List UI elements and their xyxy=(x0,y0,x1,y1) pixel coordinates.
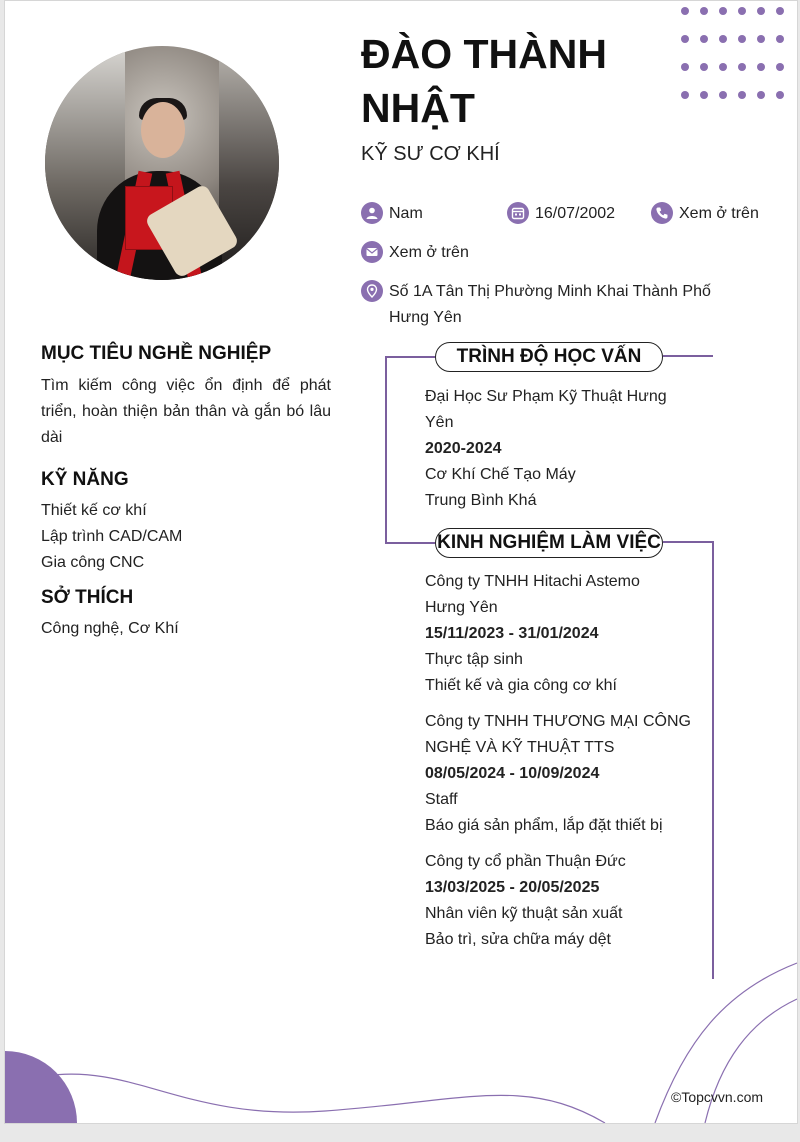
connector-line xyxy=(385,356,435,358)
connector-line xyxy=(385,356,387,543)
dot xyxy=(719,35,727,43)
calendar-icon xyxy=(507,202,529,224)
decorative-dots xyxy=(681,3,791,103)
email-value: Xem ở trên xyxy=(389,244,469,261)
birthday-value: 16/07/2002 xyxy=(535,205,616,222)
objective-text: Tìm kiếm công việc ổn định để phát triển, hoàn thiện bản thân và gắn bó lâu dài xyxy=(41,377,331,446)
dot xyxy=(757,35,765,43)
dot xyxy=(700,7,708,15)
person-icon xyxy=(361,202,383,224)
dot xyxy=(776,91,784,99)
job-company: Công ty TNHH THƯƠNG MẠI CÔNG NGHỆ VÀ KỸ THUẬT TTS xyxy=(425,713,691,756)
cv-page xyxy=(4,0,798,1124)
job-period: 13/03/2025 - 20/05/2025 xyxy=(425,879,600,896)
dot xyxy=(681,35,689,43)
dot xyxy=(757,63,765,71)
footer-credit: ©Topcvvn.com xyxy=(671,1089,764,1105)
dot xyxy=(776,35,784,43)
phone-value: Xem ở trên xyxy=(679,205,759,222)
address-value: Số 1A Tân Thị Phường Minh Khai Thành Phố Hưng Yên xyxy=(389,283,711,326)
dot xyxy=(776,63,784,71)
address-info xyxy=(361,279,751,331)
full-name: ĐÀO THÀNH NHẬT xyxy=(361,31,607,131)
connector-line xyxy=(663,355,713,357)
dot xyxy=(757,7,765,15)
education-title: TRÌNH ĐỘ HỌC VẤN xyxy=(435,342,663,372)
hobbies-text: Công nghệ, Cơ Khí xyxy=(41,620,179,637)
objective-title: MỤC TIÊU NGHỀ NGHIỆP xyxy=(41,343,272,364)
dot xyxy=(719,7,727,15)
dot xyxy=(719,63,727,71)
dot xyxy=(719,91,727,99)
dot xyxy=(700,63,708,71)
job-position: Staff xyxy=(425,791,458,808)
dot xyxy=(757,91,765,99)
dot xyxy=(681,7,689,15)
job-description: Báo giá sản phẩm, lắp đặt thiết bị xyxy=(425,817,663,834)
experience-title: KINH NGHIỆM LÀM VIỆC xyxy=(435,528,663,558)
skill-item: Lập trình CAD/CAM xyxy=(41,528,183,545)
job-position: Thực tập sinh xyxy=(425,651,523,668)
profile-photo xyxy=(45,46,279,280)
gender-info xyxy=(361,201,423,227)
job-description: Thiết kế và gia công cơ khí xyxy=(425,677,617,694)
birthday-info xyxy=(507,201,615,227)
job-position: Nhân viên kỹ thuật sản xuất xyxy=(425,905,623,922)
dot xyxy=(738,91,746,99)
education-period: 2020-2024 xyxy=(425,440,502,457)
job-title: KỸ SƯ CƠ KHÍ xyxy=(361,143,500,165)
education-school: Đại Học Sư Phạm Kỹ Thuật Hưng Yên xyxy=(425,388,667,431)
dot xyxy=(738,63,746,71)
job-period: 15/11/2023 - 31/01/2024 xyxy=(425,625,599,642)
dot xyxy=(700,91,708,99)
phone-info xyxy=(651,201,759,227)
skills-title: KỸ NĂNG xyxy=(41,469,129,490)
connector-line xyxy=(385,542,435,544)
phone-icon xyxy=(651,202,673,224)
job-company: Công ty cổ phần Thuận Đức xyxy=(425,853,626,870)
education-grade: Trung Bình Khá xyxy=(425,492,537,509)
gender-value: Nam xyxy=(389,205,423,222)
mail-icon xyxy=(361,241,383,263)
connector-line xyxy=(663,541,713,543)
skill-item: Thiết kế cơ khí xyxy=(41,502,147,519)
dot xyxy=(738,35,746,43)
hobbies-title: SỞ THÍCH xyxy=(41,587,134,608)
dot xyxy=(681,63,689,71)
skill-item: Gia công CNC xyxy=(41,554,145,571)
dot xyxy=(738,7,746,15)
job-description: Bảo trì, sửa chữa máy dệt xyxy=(425,931,611,948)
job-period: 08/05/2024 - 10/09/2024 xyxy=(425,765,600,782)
job-company: Công ty TNHH Hitachi Astemo Hưng Yên xyxy=(425,573,640,616)
email-info xyxy=(361,240,469,266)
education-major: Cơ Khí Chế Tạo Máy xyxy=(425,466,576,483)
dot xyxy=(776,7,784,15)
location-pin-icon xyxy=(361,280,383,302)
dot xyxy=(700,35,708,43)
dot xyxy=(681,91,689,99)
